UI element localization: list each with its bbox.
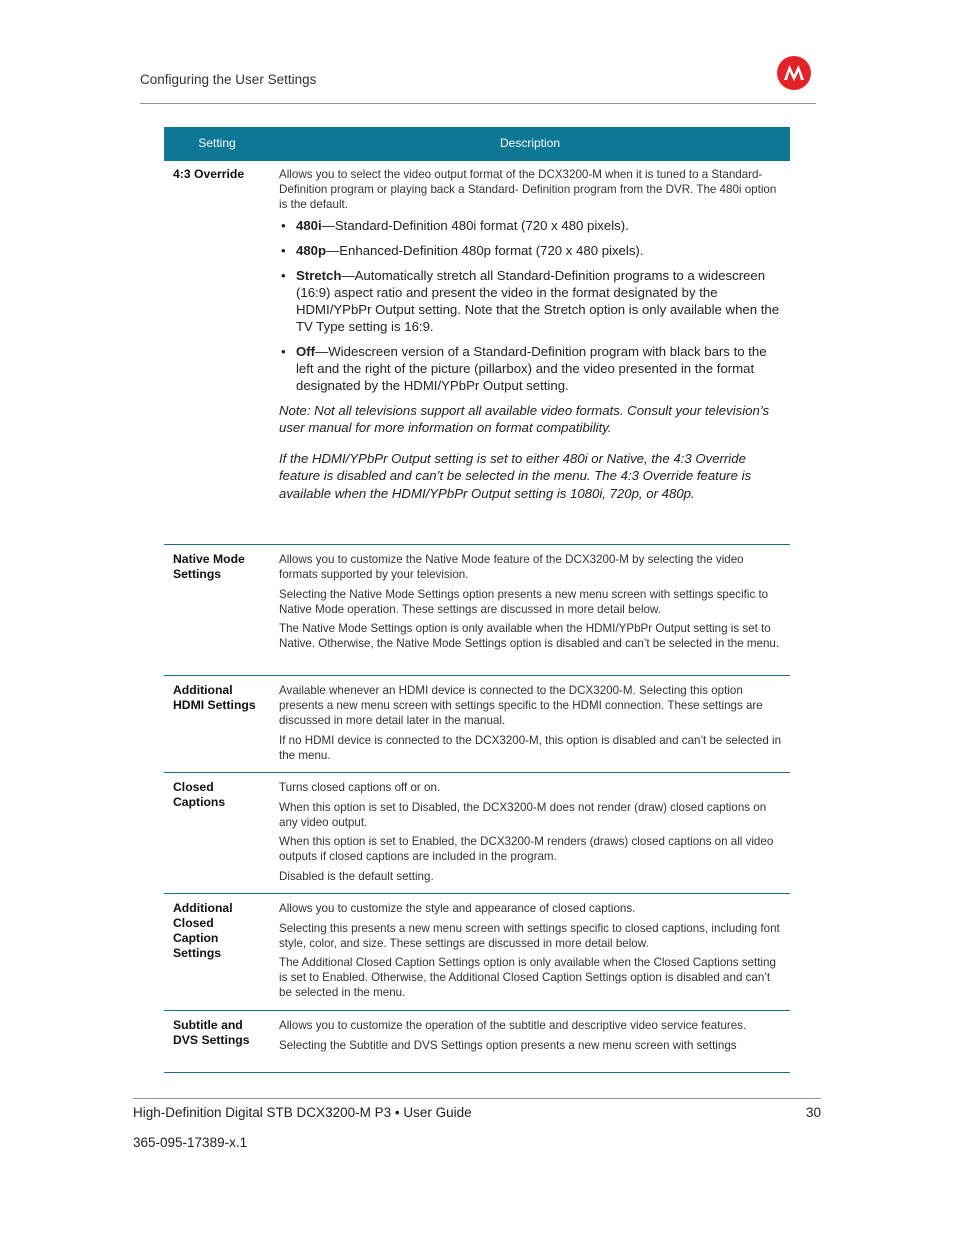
option-text: —Enhanced-Definition 480p format (720 x 480 pixels). — [326, 242, 644, 258]
table-row — [164, 545, 790, 676]
description-paragraph: Turns closed captions off or on. — [279, 781, 441, 794]
setting-name — [173, 683, 273, 713]
setting-description — [279, 676, 782, 763]
header-divider — [140, 103, 816, 104]
table-header — [164, 127, 790, 161]
description-paragraph: When this option is set to Enabled, the DCX3200-M renders (draws) closed captions on all video outputs if closed captions are included in the program. — [279, 835, 774, 863]
description-paragraph: Allows you to customize the operation of the subtitle and descriptive video service features. — [279, 1019, 747, 1032]
table-row — [164, 894, 790, 1011]
table-row — [164, 676, 790, 773]
setting-name-text: Captions — [173, 795, 226, 809]
setting-name-text: Subtitle and — [173, 1018, 243, 1032]
setting-name — [173, 552, 273, 582]
setting-name — [173, 167, 273, 182]
setting-description — [279, 773, 782, 884]
list-item — [296, 267, 782, 335]
description-paragraph: Selecting the Native Mode Settings option presents a new menu screen with settings specific to Native Mode operation. These settings are discussed in more detail below. — [279, 587, 769, 616]
setting-name-text: Caption — [173, 931, 219, 945]
setting-name-text: Closed — [173, 780, 214, 794]
description-paragraph: Allows you to select the video output format of the DCX3200-M when it is tuned to a Standard-Definition program or playing back a Standard- Definition program from the DVR. The 480i option is the default. — [279, 168, 777, 211]
option-term: 480p — [296, 242, 327, 258]
motorola-logo-icon — [777, 56, 811, 90]
list-item — [296, 343, 782, 394]
description-paragraph: Allows you to customize the style and appearance of closed captions. — [279, 902, 636, 915]
setting-name-text: Settings — [173, 946, 222, 960]
description-paragraph: Disabled is the default setting. — [279, 869, 434, 883]
setting-description — [279, 545, 782, 651]
table-row — [164, 773, 790, 894]
setting-name-text: Closed — [173, 916, 214, 930]
settings-table — [164, 127, 790, 1073]
description-paragraph: The Native Mode Settings option is only available when the HDMI/YPbPr Output setting is set to Native. Otherwise, the Native Mode Settings option is disabled and can’t be selected in the menu. — [279, 622, 780, 650]
page-header-title: Configuring the User Settings — [140, 72, 317, 87]
setting-name-text: HDMI Settings — [173, 698, 256, 712]
option-text: —Standard-Definition 480i format (720 x 480 pixels). — [321, 217, 629, 233]
column-header-description: Description — [499, 136, 561, 150]
setting-name-text: Additional — [173, 683, 233, 697]
description-paragraph: If no HDMI device is connected to the DCX3200-M, this option is disabled and can’t be selected in the menu. — [279, 733, 782, 762]
setting-name-text: 4:3 Override — [173, 167, 245, 181]
table-row — [164, 161, 790, 545]
footer-guide-title: High-Definition Digital STB DCX3200-M P3 • User Guide — [133, 1105, 472, 1120]
note-text: If the HDMI/YPbPr Output setting is set to either 480i or Native, the 4:3 Override feature is disabled and can’t be selected in the menu. The 4:3 Override feature is available when the HDMI/YPbPr Output setting is 1080i, 720p, or 480p. — [279, 450, 752, 501]
description-paragraph: The Additional Closed Caption Settings option is only available when the Closed Captions setting is set to Enabled. Otherwise, the Additional Closed Caption Settings option is disabled and can’t be selected in the menu. — [279, 956, 776, 999]
option-text: —Widescreen version of a Standard-Definition program with black bars to the left and the right of the picture (pillarbox) and the video presented in the format designated by the HDMI/YPbPr Output setting. — [296, 343, 767, 393]
option-text: —Automatically stretch all Standard-Definition programs to a widescreen (16:9) aspect ratio and present the video in the format designated by the HDMI/YPbPr Output setting. Note that the Stretch option is only available when the TV Type setting is 16:9. — [296, 267, 780, 334]
note-text: Note: Not all televisions support all available video formats. Consult your television’s user manual for more information on format compatibility. — [279, 402, 770, 435]
description-paragraph: Selecting this presents a new menu screen with settings specific to closed captions, including font style, color, and size. These settings are discussed in more detail below. — [279, 921, 780, 950]
setting-name-text: Settings — [173, 567, 222, 581]
setting-name-text: Native Mode — [173, 552, 245, 566]
setting-description — [279, 161, 782, 502]
option-term: Off — [296, 343, 316, 359]
page-number: 30 — [805, 1105, 821, 1120]
list-item — [296, 217, 782, 234]
setting-description — [279, 1011, 782, 1053]
column-header-setting: Setting — [198, 136, 236, 150]
description-paragraph: When this option is set to Disabled, the DCX3200-M does not render (draw) closed captions on any video output. — [279, 800, 767, 829]
list-item — [296, 242, 782, 259]
setting-name-text: Additional — [173, 901, 233, 915]
option-list — [279, 217, 782, 394]
setting-name — [173, 1018, 273, 1048]
setting-description — [279, 894, 782, 1000]
document-number: 365-095-17389-x.1 — [133, 1135, 248, 1150]
option-term: 480i — [296, 217, 322, 233]
description-paragraph: Selecting the Subtitle and DVS Settings option presents a new menu screen with settings — [279, 1038, 737, 1052]
table-row — [164, 1011, 790, 1073]
setting-name — [173, 901, 273, 961]
setting-name — [173, 780, 273, 810]
description-paragraph: Allows you to customize the Native Mode feature of the DCX3200-M by selecting the video formats supported by your television. — [279, 553, 744, 581]
footer-divider — [133, 1098, 821, 1099]
description-paragraph: Available whenever an HDMI device is connected to the DCX3200-M. Selecting this option presents a new menu screen with settings specific to the HDMI connection. These settings are discussed in more detail later in the manual. — [279, 684, 763, 727]
setting-name-text: DVS Settings — [173, 1033, 250, 1047]
option-term: Stretch — [296, 267, 342, 283]
